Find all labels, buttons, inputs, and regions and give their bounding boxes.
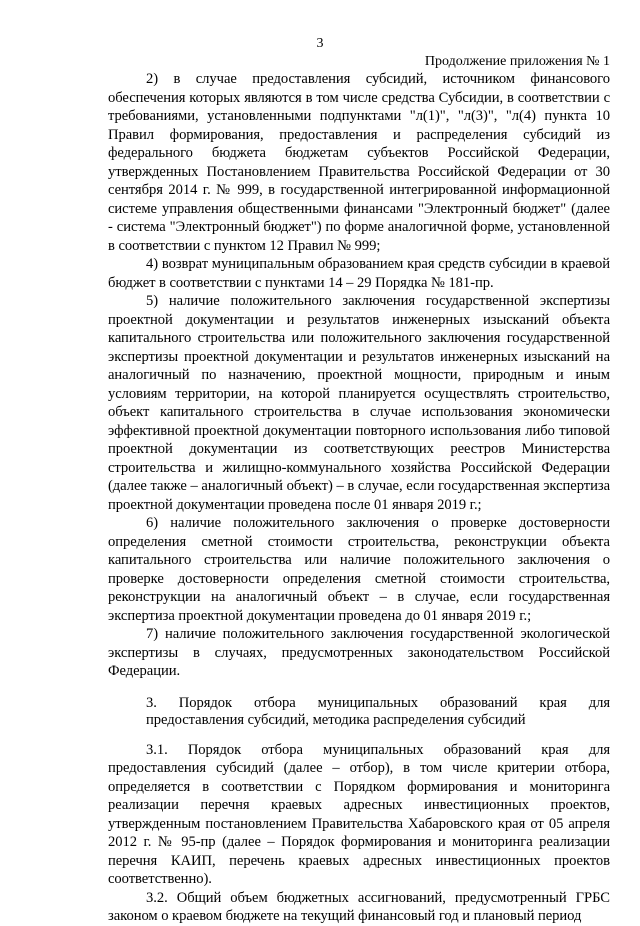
paragraph-item-5: 5) наличие положительного заключения государственной экспертизы проектной документации и результатов инженерных изысканий объекта капитального строительства или положительного заключения государственной экспертизы проектной документации и результатов инженерных изысканий на аналогичный по назначению, проектной мощности, природным и иным условиям территории, на которой планируется осуществлять строительство, объект капитального строительства в случае использования экономически эффективной проектной документации повторного использования либо типовой проектной документации из соответствующих реестров Министерства строительства и жилищно-коммунального хозяйства Российской Федерации (далее также – аналогичный объект) – в случае, если государственная экспертиза проектной документации проведена после 01 января 2019 г.; <box>108 293 610 513</box>
section-3-heading-line2: предоставления субсидий, методика распределения субсидий <box>146 711 526 728</box>
appendix-continuation-label: Продолжение приложения № 1 <box>424 54 610 69</box>
section-3-heading <box>108 695 610 729</box>
paragraph-item-7: 7) наличие положительного заключения государственной экологической экспертизы в случаях, предусмотренных законодательством Российской Федерации. <box>108 626 610 679</box>
paragraph-3-2: 3.2. Общий объем бюджетных ассигнований, предусмотренный ГРБС законом о краевом бюджете на текущий финансовый год и плановый период <box>108 889 610 924</box>
document-body <box>108 70 610 926</box>
paragraph-item-2: 2) в случае предоставления субсидий, источником финансового обеспечения которых являются в том числе средства Субсидии, в соответствии с требованиями, установленными подпунктами "л(1)", "л(3)", "л(4) пункта 10 Правил формирования, предоставления и распределения субсидий из федерального бюджета бюджетам субъектов Российской Федерации, утвержденных Постановлением Правительства Российской Федерации от 30 сентября 2014 г. № 999, в государственной интегрированной информационной системе управления общественными финансами "Электронный бюджет" (далее - система "Электронный бюджет") по форме аналогичной форме, установленной в соответствии с пунктом 12 Правил № 999; <box>108 71 610 254</box>
paragraph-item-4: 4) возврат муниципальным образованием края средств субсидии в краевой бюджет в соответствии с пунктами 14 – 29 Порядка № 181-пр. <box>108 256 610 291</box>
page-number: 3 <box>316 36 324 51</box>
paragraph-3-1: 3.1. Порядок отбора муниципальных образований края для предоставления субсидий (далее – отбор), в том числе критерии отбора, определяется в соответствии с Порядком формирования и мониторинга реализации перечня краевых адресных инвестиционных проектов, утвержденным постановлением Правительства Хабаровского края от 05 апреля 2012 г. № 95-пр (далее – Порядок формирования и мониторинга реализации перечня КАИП, перечень краевых адресных инвестиционных проектов соответственно). <box>108 741 610 887</box>
section-3-heading-line1: 3. Порядок отбора муниципальных образований края для <box>146 694 610 711</box>
paragraph-item-6: 6) наличие положительного заключения о проверке достоверности определения сметной стоимости строительства, реконструкции объекта капитального строительства или наличие положительного заключения о проверке достоверности определения сметной стоимости строительства, реконструкции на аналогичный объект – в случае, если государственная экспертиза проектной документации проведена до 01 января 2019 г.; <box>108 515 610 624</box>
